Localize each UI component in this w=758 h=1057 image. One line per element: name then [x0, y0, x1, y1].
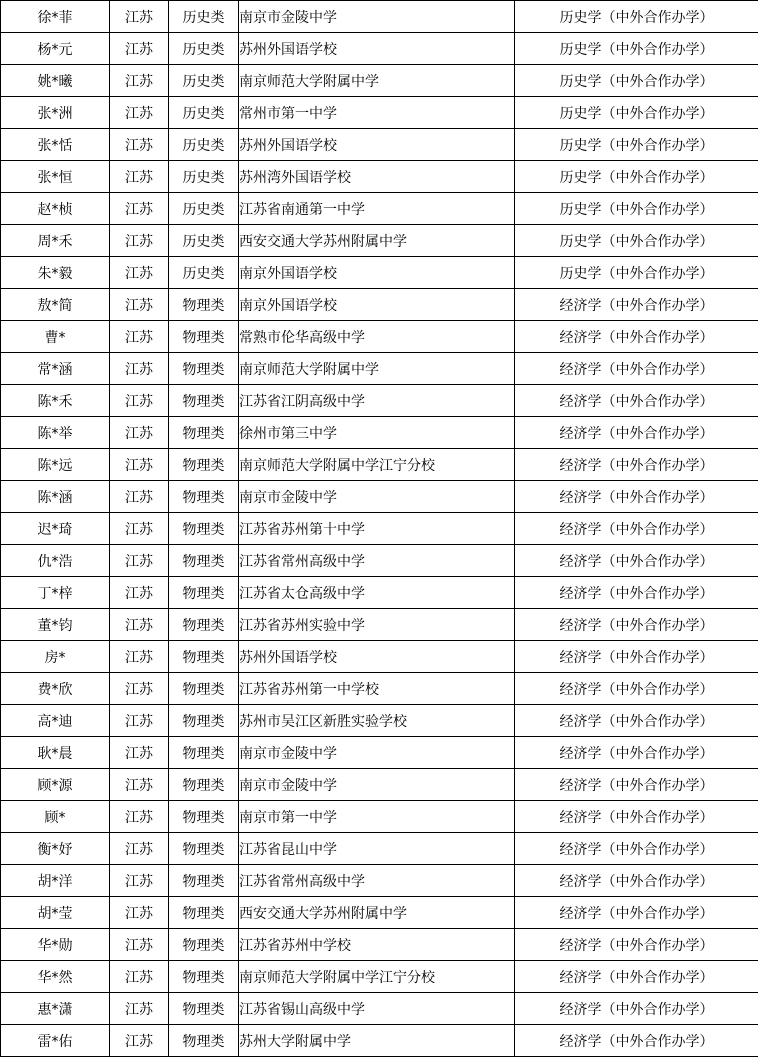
major-cell: 经济学（中外合作办学） — [515, 865, 758, 897]
school-name-cell: 南京师范大学附属中学江宁分校 — [239, 449, 515, 481]
table-row — [1, 897, 758, 929]
table-row — [1, 353, 758, 385]
school-name-cell: 南京市金陵中学 — [239, 1, 515, 33]
school-name-cell: 江苏省苏州中学校 — [239, 929, 515, 961]
province-cell: 江苏 — [110, 449, 169, 481]
student-name-cell: 仇*浩 — [1, 545, 110, 577]
school-name-cell: 苏州外国语学校 — [239, 641, 515, 673]
province-cell: 江苏 — [110, 993, 169, 1025]
student-name-cell: 常*涵 — [1, 353, 110, 385]
school-name-cell: 江苏省南通第一中学 — [239, 193, 515, 225]
subject-category-cell: 物理类 — [169, 897, 239, 929]
table-row — [1, 993, 758, 1025]
subject-category-cell: 历史类 — [169, 257, 239, 289]
school-name-cell: 苏州外国语学校 — [239, 129, 515, 161]
major-cell: 历史学（中外合作办学） — [515, 97, 758, 129]
school-name-cell: 江苏省锡山高级中学 — [239, 993, 515, 1025]
subject-category-cell: 物理类 — [169, 513, 239, 545]
province-cell: 江苏 — [110, 33, 169, 65]
major-cell: 历史学（中外合作办学） — [515, 1, 758, 33]
table-row — [1, 577, 758, 609]
province-cell: 江苏 — [110, 193, 169, 225]
student-name-cell: 丁*梓 — [1, 577, 110, 609]
province-cell: 江苏 — [110, 481, 169, 513]
student-name-cell: 雷*佑 — [1, 1025, 110, 1057]
subject-category-cell: 物理类 — [169, 641, 239, 673]
table-row — [1, 449, 758, 481]
student-name-cell: 董*钧 — [1, 609, 110, 641]
student-name-cell: 衡*妤 — [1, 833, 110, 865]
school-name-cell: 苏州市吴江区新胜实验学校 — [239, 705, 515, 737]
table-row — [1, 769, 758, 801]
subject-category-cell: 物理类 — [169, 481, 239, 513]
province-cell: 江苏 — [110, 225, 169, 257]
major-cell: 历史学（中外合作办学） — [515, 129, 758, 161]
table-row — [1, 865, 758, 897]
major-cell: 经济学（中外合作办学） — [515, 289, 758, 321]
subject-category-cell: 物理类 — [169, 993, 239, 1025]
major-cell: 经济学（中外合作办学） — [515, 577, 758, 609]
province-cell: 江苏 — [110, 769, 169, 801]
student-name-cell: 姚*曦 — [1, 65, 110, 97]
school-name-cell: 南京外国语学校 — [239, 289, 515, 321]
province-cell: 江苏 — [110, 385, 169, 417]
subject-category-cell: 物理类 — [169, 833, 239, 865]
school-name-cell: 江苏省常州高级中学 — [239, 545, 515, 577]
table-row — [1, 609, 758, 641]
student-name-cell: 迟*琦 — [1, 513, 110, 545]
school-name-cell: 常州市第一中学 — [239, 97, 515, 129]
province-cell: 江苏 — [110, 257, 169, 289]
major-cell: 经济学（中外合作办学） — [515, 833, 758, 865]
student-name-cell: 陈*举 — [1, 417, 110, 449]
student-name-cell: 张*洲 — [1, 97, 110, 129]
student-name-cell: 华*勋 — [1, 929, 110, 961]
table-row — [1, 417, 758, 449]
table-row — [1, 641, 758, 673]
province-cell: 江苏 — [110, 641, 169, 673]
table-row — [1, 289, 758, 321]
school-name-cell: 江苏省苏州第十中学 — [239, 513, 515, 545]
subject-category-cell: 物理类 — [169, 609, 239, 641]
subject-category-cell: 物理类 — [169, 545, 239, 577]
major-cell: 经济学（中外合作办学） — [515, 769, 758, 801]
major-cell: 历史学（中外合作办学） — [515, 161, 758, 193]
major-cell: 历史学（中外合作办学） — [515, 65, 758, 97]
province-cell: 江苏 — [110, 929, 169, 961]
school-name-cell: 南京市第一中学 — [239, 801, 515, 833]
major-cell: 经济学（中外合作办学） — [515, 417, 758, 449]
school-name-cell: 西安交通大学苏州附属中学 — [239, 225, 515, 257]
student-name-cell: 敖*简 — [1, 289, 110, 321]
student-name-cell: 张*恬 — [1, 129, 110, 161]
subject-category-cell: 物理类 — [169, 673, 239, 705]
subject-category-cell: 历史类 — [169, 33, 239, 65]
province-cell: 江苏 — [110, 737, 169, 769]
major-cell: 经济学（中外合作办学） — [515, 801, 758, 833]
school-name-cell: 南京师范大学附属中学 — [239, 353, 515, 385]
student-name-cell: 朱*毅 — [1, 257, 110, 289]
major-cell: 经济学（中外合作办学） — [515, 737, 758, 769]
table-row — [1, 801, 758, 833]
student-name-cell: 耿*晨 — [1, 737, 110, 769]
student-name-cell: 张*恒 — [1, 161, 110, 193]
province-cell: 江苏 — [110, 1025, 169, 1057]
subject-category-cell: 物理类 — [169, 353, 239, 385]
major-cell: 经济学（中外合作办学） — [515, 321, 758, 353]
major-cell: 经济学（中外合作办学） — [515, 1025, 758, 1057]
major-cell: 经济学（中外合作办学） — [515, 513, 758, 545]
subject-category-cell: 物理类 — [169, 417, 239, 449]
province-cell: 江苏 — [110, 801, 169, 833]
table-row — [1, 961, 758, 993]
table-row — [1, 705, 758, 737]
subject-category-cell: 物理类 — [169, 801, 239, 833]
subject-category-cell: 历史类 — [169, 1, 239, 33]
major-cell: 经济学（中外合作办学） — [515, 353, 758, 385]
major-cell: 经济学（中外合作办学） — [515, 385, 758, 417]
school-name-cell: 江苏省昆山中学 — [239, 833, 515, 865]
table-row — [1, 97, 758, 129]
subject-category-cell: 历史类 — [169, 193, 239, 225]
province-cell: 江苏 — [110, 1, 169, 33]
major-cell: 历史学（中外合作办学） — [515, 225, 758, 257]
major-cell: 经济学（中外合作办学） — [515, 961, 758, 993]
subject-category-cell: 历史类 — [169, 65, 239, 97]
major-cell: 经济学（中外合作办学） — [515, 641, 758, 673]
subject-category-cell: 物理类 — [169, 385, 239, 417]
student-name-cell: 顾* — [1, 801, 110, 833]
school-name-cell: 南京师范大学附属中学江宁分校 — [239, 961, 515, 993]
major-cell: 经济学（中外合作办学） — [515, 929, 758, 961]
major-cell: 历史学（中外合作办学） — [515, 33, 758, 65]
major-cell: 经济学（中外合作办学） — [515, 897, 758, 929]
table-row — [1, 737, 758, 769]
subject-category-cell: 历史类 — [169, 97, 239, 129]
student-name-cell: 惠*潇 — [1, 993, 110, 1025]
school-name-cell: 苏州大学附属中学 — [239, 1025, 515, 1057]
major-cell: 经济学（中外合作办学） — [515, 545, 758, 577]
table-row — [1, 1025, 758, 1057]
school-name-cell: 南京市金陵中学 — [239, 737, 515, 769]
school-name-cell: 南京外国语学校 — [239, 257, 515, 289]
table-body — [1, 1, 758, 1057]
province-cell: 江苏 — [110, 609, 169, 641]
school-name-cell: 江苏省江阴高级中学 — [239, 385, 515, 417]
student-name-cell: 胡*洋 — [1, 865, 110, 897]
province-cell: 江苏 — [110, 961, 169, 993]
subject-category-cell: 物理类 — [169, 321, 239, 353]
subject-category-cell: 物理类 — [169, 961, 239, 993]
table-row — [1, 257, 758, 289]
student-name-cell: 杨*元 — [1, 33, 110, 65]
student-name-cell: 费*欣 — [1, 673, 110, 705]
province-cell: 江苏 — [110, 161, 169, 193]
province-cell: 江苏 — [110, 97, 169, 129]
province-cell: 江苏 — [110, 321, 169, 353]
table-row — [1, 929, 758, 961]
province-cell: 江苏 — [110, 417, 169, 449]
province-cell: 江苏 — [110, 545, 169, 577]
student-name-cell: 房* — [1, 641, 110, 673]
table-row — [1, 673, 758, 705]
subject-category-cell: 历史类 — [169, 129, 239, 161]
school-name-cell: 常熟市伦华高级中学 — [239, 321, 515, 353]
province-cell: 江苏 — [110, 865, 169, 897]
school-name-cell: 江苏省苏州实验中学 — [239, 609, 515, 641]
province-cell: 江苏 — [110, 577, 169, 609]
major-cell: 经济学（中外合作办学） — [515, 609, 758, 641]
student-name-cell: 华*然 — [1, 961, 110, 993]
table-row — [1, 545, 758, 577]
table-row — [1, 161, 758, 193]
student-name-cell: 陈*远 — [1, 449, 110, 481]
table-row — [1, 385, 758, 417]
province-cell: 江苏 — [110, 513, 169, 545]
subject-category-cell: 物理类 — [169, 449, 239, 481]
subject-category-cell: 历史类 — [169, 225, 239, 257]
student-name-cell: 胡*莹 — [1, 897, 110, 929]
table-row — [1, 321, 758, 353]
school-name-cell: 苏州外国语学校 — [239, 33, 515, 65]
table-row — [1, 33, 758, 65]
subject-category-cell: 物理类 — [169, 929, 239, 961]
province-cell: 江苏 — [110, 705, 169, 737]
table-row — [1, 481, 758, 513]
table-row — [1, 129, 758, 161]
table-row — [1, 193, 758, 225]
school-name-cell: 西安交通大学苏州附属中学 — [239, 897, 515, 929]
school-name-cell: 江苏省太仓高级中学 — [239, 577, 515, 609]
province-cell: 江苏 — [110, 65, 169, 97]
student-name-cell: 周*禾 — [1, 225, 110, 257]
major-cell: 经济学（中外合作办学） — [515, 705, 758, 737]
table-row — [1, 1, 758, 33]
province-cell: 江苏 — [110, 673, 169, 705]
school-name-cell: 江苏省常州高级中学 — [239, 865, 515, 897]
province-cell: 江苏 — [110, 353, 169, 385]
school-name-cell: 南京市金陵中学 — [239, 481, 515, 513]
student-name-cell: 赵*桢 — [1, 193, 110, 225]
major-cell: 历史学（中外合作办学） — [515, 257, 758, 289]
subject-category-cell: 物理类 — [169, 865, 239, 897]
major-cell: 经济学（中外合作办学） — [515, 993, 758, 1025]
student-name-cell: 陈*涵 — [1, 481, 110, 513]
student-name-cell: 徐*菲 — [1, 1, 110, 33]
province-cell: 江苏 — [110, 897, 169, 929]
subject-category-cell: 物理类 — [169, 737, 239, 769]
school-name-cell: 南京师范大学附属中学 — [239, 65, 515, 97]
table-row — [1, 65, 758, 97]
province-cell: 江苏 — [110, 129, 169, 161]
student-name-cell: 高*迪 — [1, 705, 110, 737]
table-row — [1, 225, 758, 257]
student-name-cell: 曹* — [1, 321, 110, 353]
major-cell: 经济学（中外合作办学） — [515, 673, 758, 705]
subject-category-cell: 物理类 — [169, 577, 239, 609]
student-name-cell: 顾*源 — [1, 769, 110, 801]
table-row — [1, 833, 758, 865]
subject-category-cell: 物理类 — [169, 705, 239, 737]
province-cell: 江苏 — [110, 833, 169, 865]
subject-category-cell: 历史类 — [169, 161, 239, 193]
major-cell: 经济学（中外合作办学） — [515, 449, 758, 481]
student-name-cell: 陈*禾 — [1, 385, 110, 417]
subject-category-cell: 物理类 — [169, 289, 239, 321]
school-name-cell: 南京市金陵中学 — [239, 769, 515, 801]
table-row — [1, 513, 758, 545]
subject-category-cell: 物理类 — [169, 769, 239, 801]
major-cell: 历史学（中外合作办学） — [515, 193, 758, 225]
subject-category-cell: 物理类 — [169, 1025, 239, 1057]
school-name-cell: 徐州市第三中学 — [239, 417, 515, 449]
province-cell: 江苏 — [110, 289, 169, 321]
school-name-cell: 苏州湾外国语学校 — [239, 161, 515, 193]
school-name-cell: 江苏省苏州第一中学校 — [239, 673, 515, 705]
major-cell: 经济学（中外合作办学） — [515, 481, 758, 513]
